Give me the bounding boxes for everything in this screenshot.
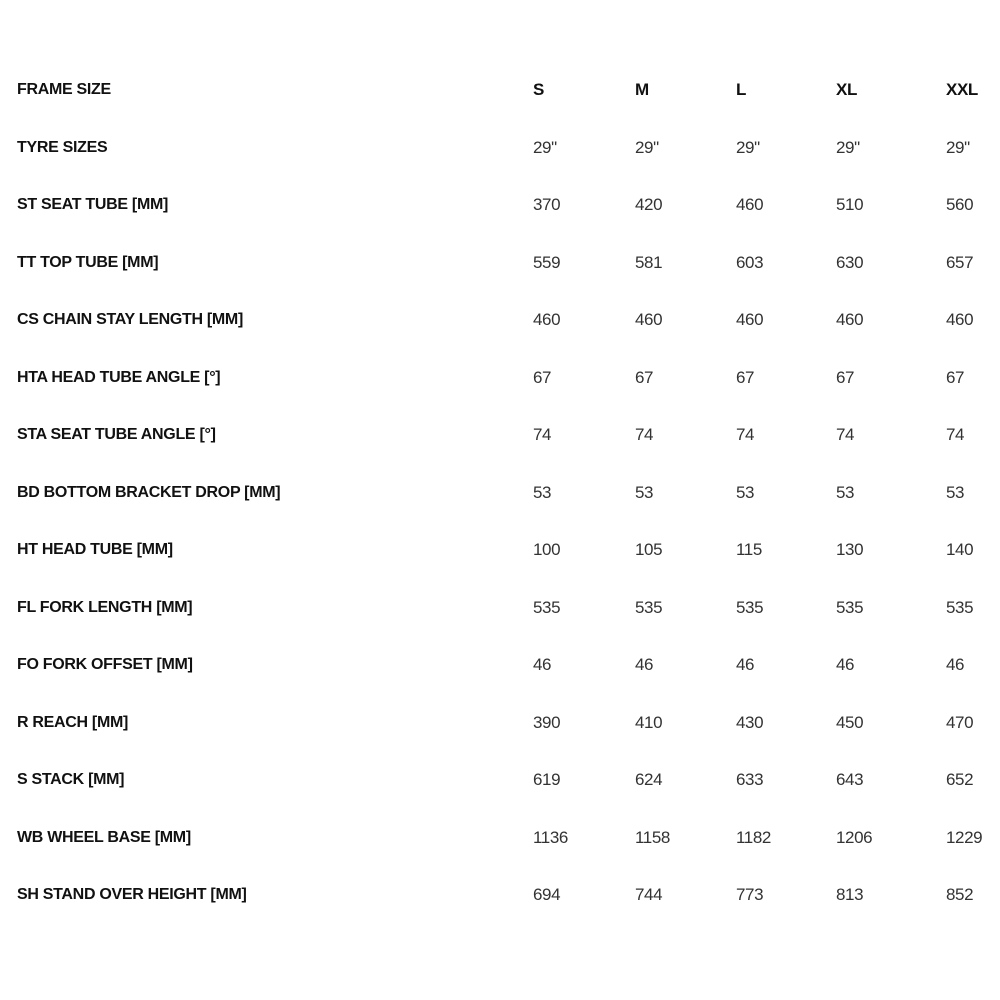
row-value: 633 [736,770,764,789]
row-value: 559 [533,252,561,272]
row-value: 53 [736,482,755,502]
row-value: 1229 [946,827,983,847]
row-value: 535 [946,597,974,617]
row-label: R REACH [MM] [17,713,129,731]
row-value: 67 [635,367,654,387]
table-row [0,636,1000,694]
row-value: 535 [736,597,764,617]
row-value: 643 [836,770,864,789]
row-label: TYRE SIZES [17,138,108,156]
row-value: 773 [736,885,764,904]
row-value: 29" [946,137,970,157]
row-value: 53 [533,482,552,502]
row-value: 560 [946,195,974,214]
row-value: 535 [836,597,864,617]
row-value: 460 [635,310,663,329]
row-label: FL FORK LENGTH [MM] [17,598,193,616]
row-label: FO FORK OFFSET [MM] [17,656,193,673]
row-label: TT TOP TUBE [MM] [17,253,159,271]
size-header-xl: XL [836,80,857,99]
row-value: 74 [635,425,654,444]
row-value: 46 [836,655,855,674]
row-value: 619 [533,770,561,789]
table-row [0,176,1000,234]
row-value: 410 [635,712,663,732]
row-value: 29" [836,137,860,157]
row-value: 46 [533,655,552,674]
row-label: HTA HEAD TUBE ANGLE [°] [17,368,221,386]
row-value: 657 [946,252,974,272]
row-label: ST SEAT TUBE [MM] [17,196,169,213]
frame-size-label: FRAME SIZE [17,81,111,98]
row-value: 370 [533,195,561,214]
row-label: SH STAND OVER HEIGHT [MM] [17,886,247,903]
row-value: 460 [736,310,764,329]
row-value: 67 [836,367,855,387]
row-value: 67 [533,367,552,387]
row-value: 1158 [635,827,670,847]
row-value: 852 [946,885,974,904]
row-value: 630 [836,252,864,272]
row-label: S STACK [MM] [17,771,125,788]
row-value: 46 [946,655,965,674]
table-row [0,751,1000,809]
table-row [0,234,1000,292]
row-value: 53 [946,482,965,502]
row-value: 29" [533,137,557,157]
table-row [0,694,1000,752]
row-value: 115 [736,540,762,559]
table-header-row [0,61,1000,119]
table-row [0,521,1000,579]
row-value: 450 [836,712,864,732]
row-label: WB WHEEL BASE [MM] [17,828,191,846]
row-value: 420 [635,195,663,214]
row-value: 535 [533,597,561,617]
row-label: HT HEAD TUBE [MM] [17,541,173,558]
table-body [0,119,1000,924]
table-row [0,291,1000,349]
row-value: 510 [836,195,864,214]
size-header-l: L [736,80,746,99]
size-header-m: M [635,80,649,99]
row-value: 29" [635,137,659,157]
table-row [0,464,1000,522]
row-value: 53 [836,482,855,502]
row-value: 74 [946,425,965,444]
row-value: 130 [836,540,864,559]
row-value: 46 [736,655,755,674]
row-value: 74 [533,425,552,444]
table-row [0,866,1000,924]
row-value: 67 [946,367,965,387]
row-value: 603 [736,252,764,272]
row-value: 460 [533,310,561,329]
row-value: 581 [635,252,663,272]
geometry-table [0,61,1000,924]
table-row [0,579,1000,637]
row-value: 105 [635,540,663,559]
table-row [0,809,1000,867]
table-row [0,349,1000,407]
row-label: CS CHAIN STAY LENGTH [MM] [17,311,243,328]
row-value: 813 [836,885,864,904]
row-value: 67 [736,367,755,387]
row-value: 470 [946,712,974,732]
row-value: 53 [635,482,654,502]
size-header-s: S [533,80,544,99]
row-label: STA SEAT TUBE ANGLE [°] [17,426,216,443]
row-value: 460 [836,310,864,329]
row-value: 100 [533,540,561,559]
row-value: 430 [736,712,764,732]
row-value: 652 [946,770,974,789]
row-value: 744 [635,885,663,904]
row-value: 694 [533,885,561,904]
row-value: 140 [946,540,974,559]
row-value: 29" [736,137,760,157]
row-value: 1136 [533,827,568,847]
size-header-xxl: XXL [946,80,978,99]
row-value: 535 [635,597,663,617]
row-value: 74 [736,425,755,444]
row-value: 624 [635,770,663,789]
row-value: 74 [836,425,855,444]
row-value: 1206 [836,827,873,847]
row-value: 1182 [736,827,771,847]
row-value: 460 [736,195,764,214]
table-row [0,406,1000,464]
row-value: 46 [635,655,654,674]
table-row [0,119,1000,177]
row-value: 460 [946,310,974,329]
row-label: BD BOTTOM BRACKET DROP [MM] [17,483,281,501]
row-value: 390 [533,712,561,732]
